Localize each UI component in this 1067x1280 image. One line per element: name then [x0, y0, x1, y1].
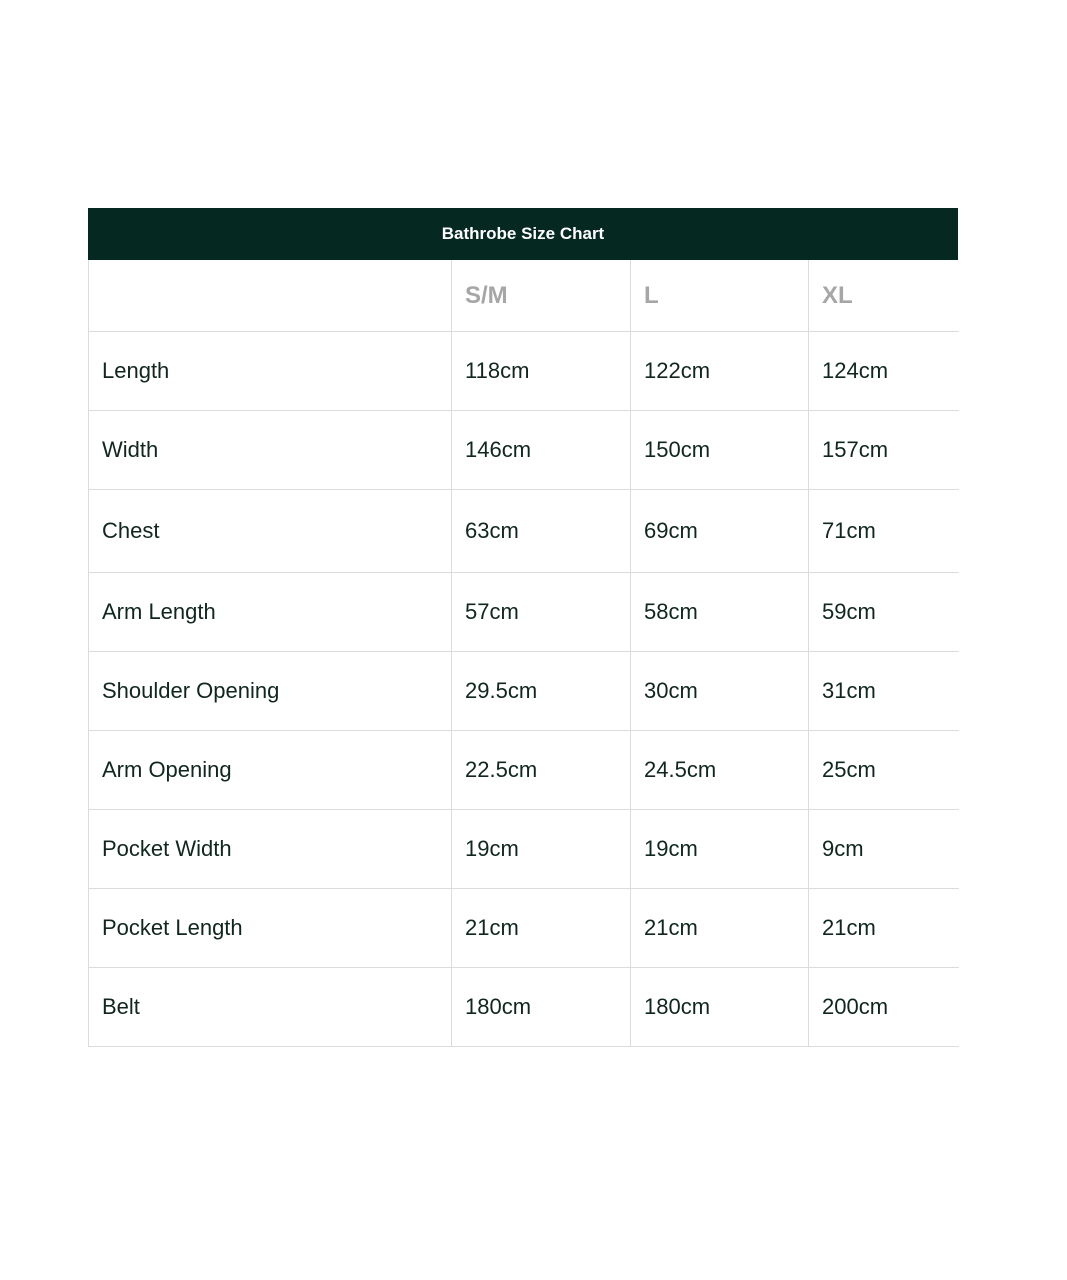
chart-title: Bathrobe Size Chart — [88, 208, 958, 260]
table-row — [89, 652, 959, 731]
cell-value: 146cm — [452, 411, 631, 490]
cell-value: 21cm — [452, 889, 631, 968]
cell-value: 180cm — [631, 968, 809, 1047]
header-size-sm: S/M — [452, 260, 631, 332]
cell-value: 150cm — [631, 411, 809, 490]
table-row — [89, 889, 959, 968]
header-size-xl: XL — [809, 260, 959, 332]
cell-value: 31cm — [809, 652, 959, 731]
cell-value: 157cm — [809, 411, 959, 490]
cell-value: 21cm — [631, 889, 809, 968]
cell-value: 22.5cm — [452, 731, 631, 810]
table-row — [89, 810, 959, 889]
row-label: Shoulder Opening — [89, 652, 452, 731]
cell-value: 200cm — [809, 968, 959, 1047]
cell-value: 9cm — [809, 810, 959, 889]
cell-value: 30cm — [631, 652, 809, 731]
cell-value: 118cm — [452, 332, 631, 411]
cell-value: 69cm — [631, 490, 809, 573]
row-label: Arm Opening — [89, 731, 452, 810]
table-row — [89, 490, 959, 573]
row-label: Width — [89, 411, 452, 490]
table-row — [89, 411, 959, 490]
cell-value: 25cm — [809, 731, 959, 810]
table-row — [89, 968, 959, 1047]
table-row — [89, 731, 959, 810]
header-empty-cell — [89, 260, 452, 332]
size-table — [88, 260, 959, 1047]
row-label: Chest — [89, 490, 452, 573]
table-row — [89, 332, 959, 411]
row-label: Length — [89, 332, 452, 411]
cell-value: 180cm — [452, 968, 631, 1047]
cell-value: 19cm — [631, 810, 809, 889]
header-size-l: L — [631, 260, 809, 332]
row-label: Pocket Width — [89, 810, 452, 889]
row-label: Arm Length — [89, 573, 452, 652]
cell-value: 122cm — [631, 332, 809, 411]
cell-value: 21cm — [809, 889, 959, 968]
size-chart — [88, 208, 958, 1047]
cell-value: 24.5cm — [631, 731, 809, 810]
cell-value: 71cm — [809, 490, 959, 573]
table-row — [89, 573, 959, 652]
cell-value: 124cm — [809, 332, 959, 411]
cell-value: 59cm — [809, 573, 959, 652]
row-label: Pocket Length — [89, 889, 452, 968]
cell-value: 19cm — [452, 810, 631, 889]
row-label: Belt — [89, 968, 452, 1047]
size-header-row — [89, 260, 959, 332]
cell-value: 57cm — [452, 573, 631, 652]
cell-value: 29.5cm — [452, 652, 631, 731]
cell-value: 63cm — [452, 490, 631, 573]
cell-value: 58cm — [631, 573, 809, 652]
